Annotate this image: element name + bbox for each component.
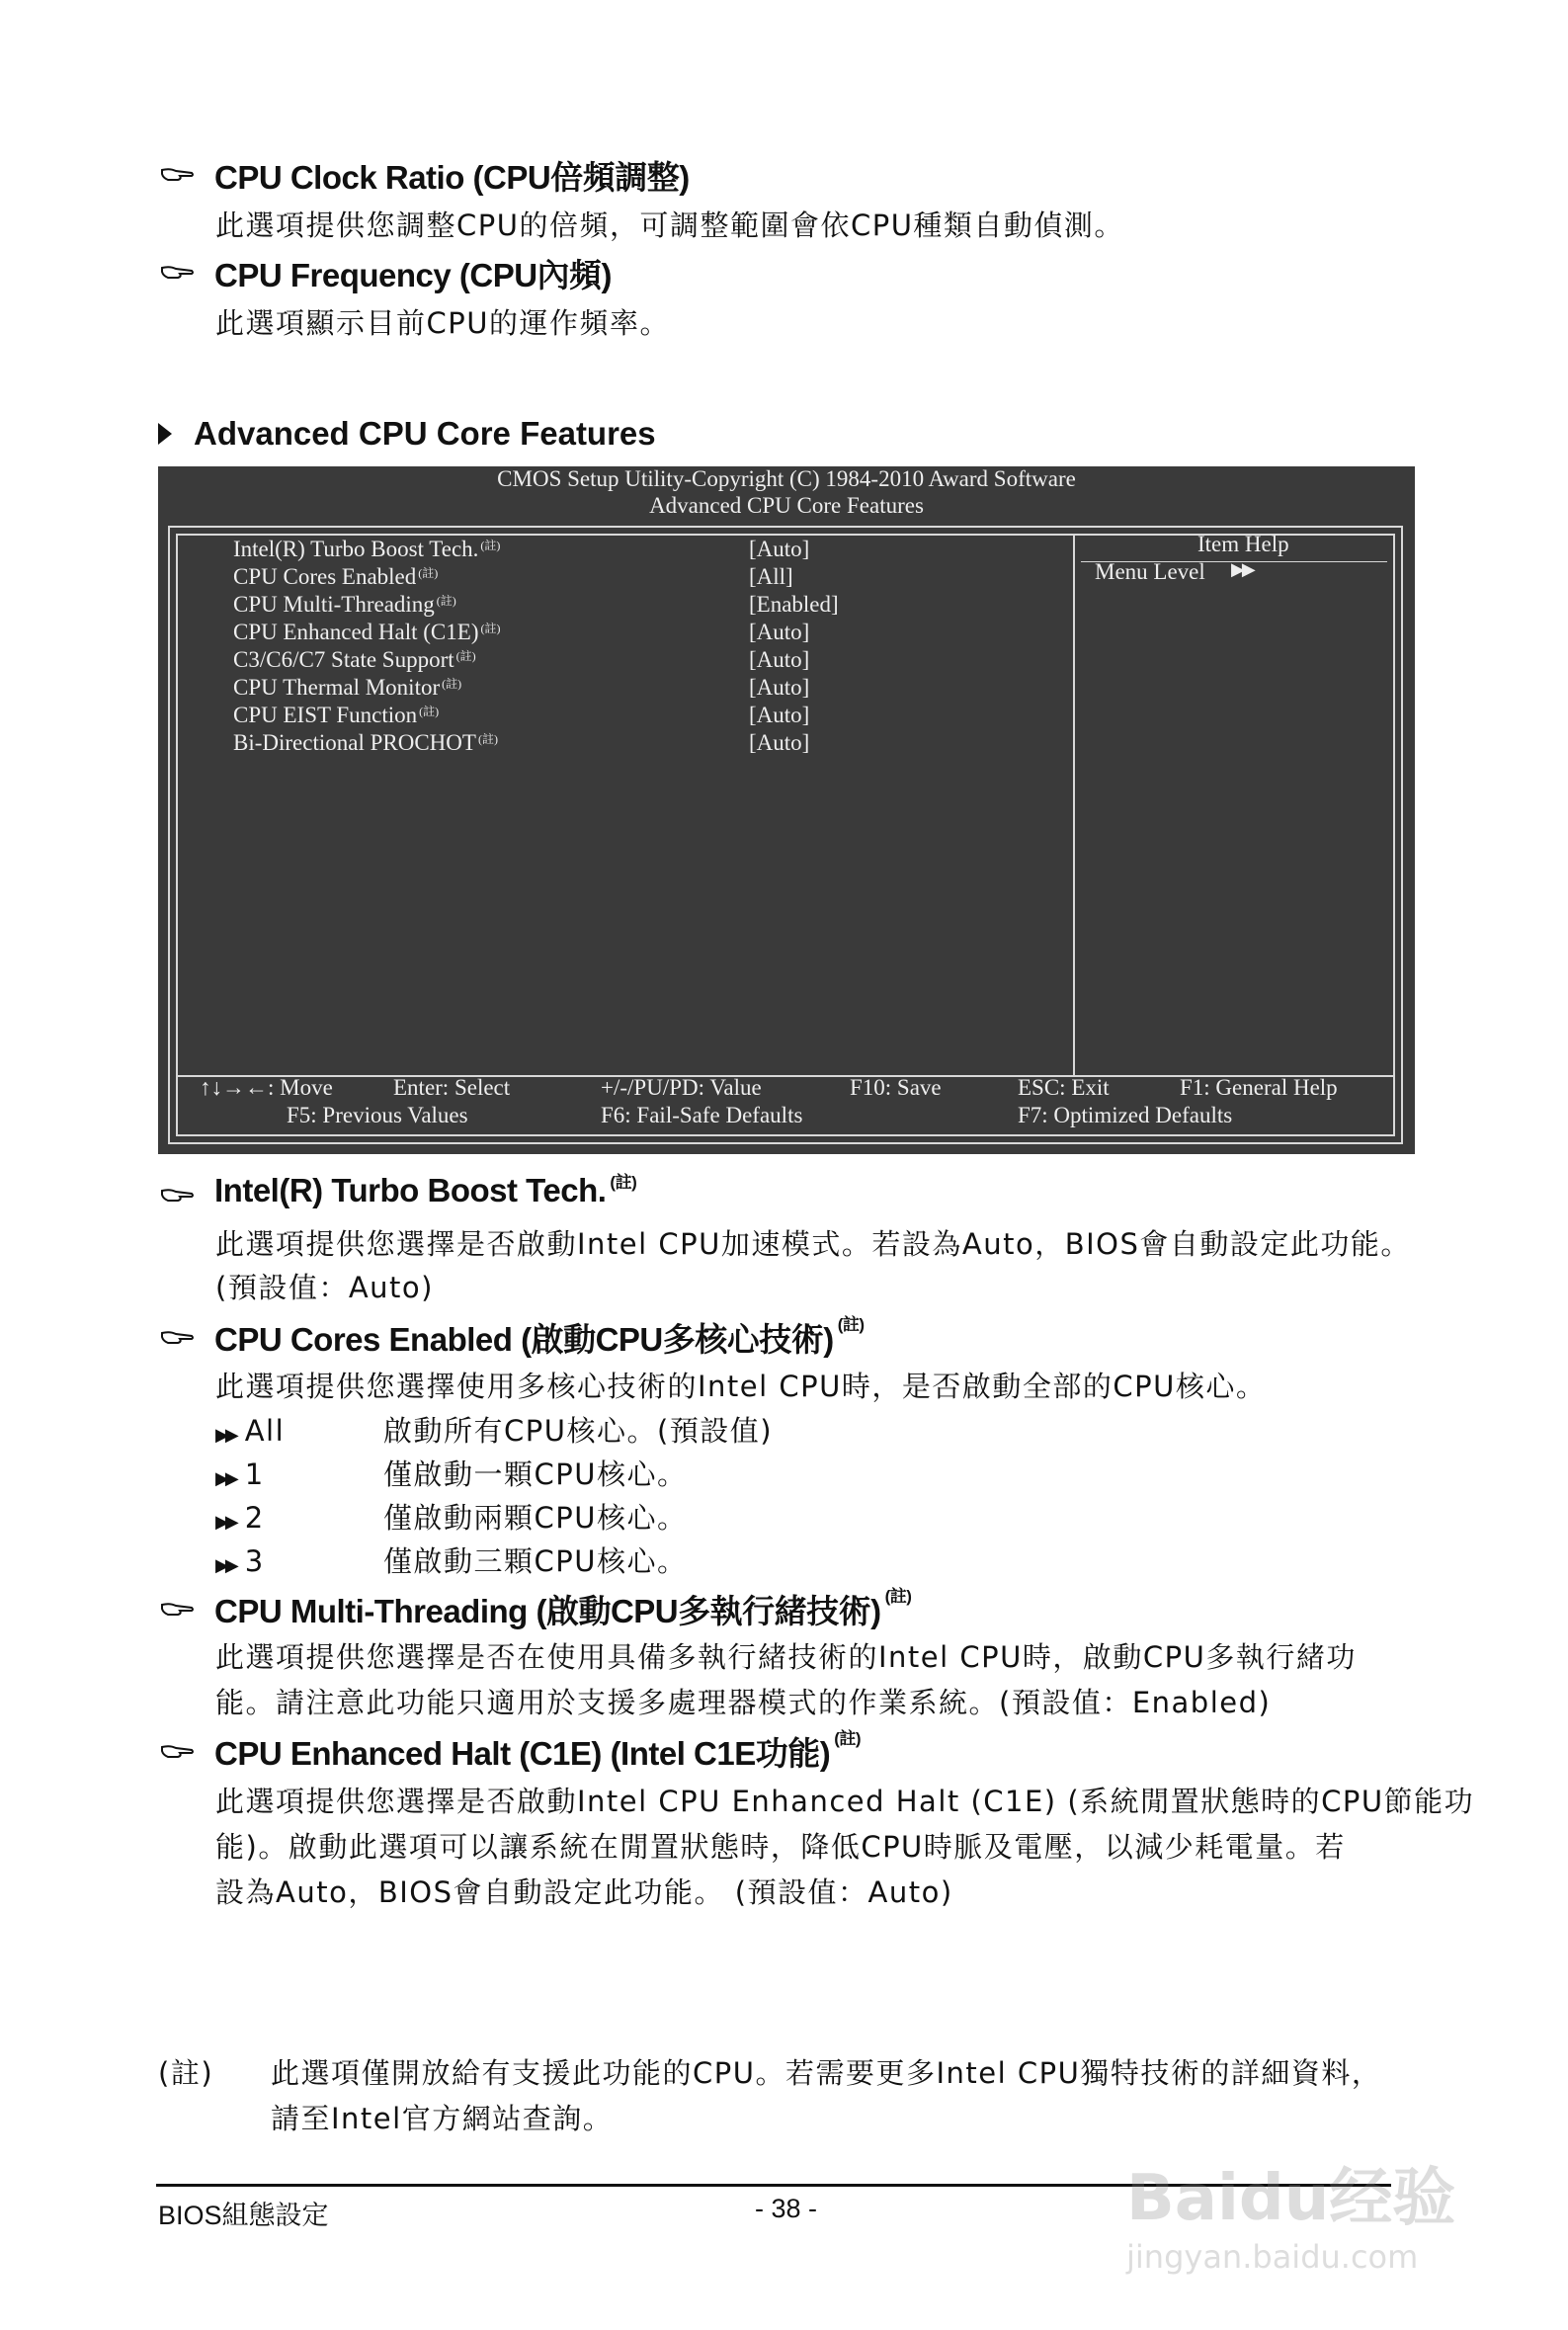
double-arrow-icon: ▶▶ [215, 1512, 235, 1533]
pointing-hand-icon [160, 1601, 194, 1617]
advanced-section-title: Advanced CPU Core Features [158, 415, 656, 453]
key-value: +/-/PU/PD: Value [601, 1075, 762, 1100]
option-heading-turbo: Intel(R) Turbo Boost Tech. $^{(註)}$ [214, 1172, 637, 1208]
key-optimized: F7: Optimized Defaults [1018, 1103, 1233, 1127]
pointing-hand-icon [160, 1187, 194, 1203]
bios-value-prochot[interactable]: [Auto] [749, 730, 810, 755]
key-save: F10: Save [850, 1075, 942, 1100]
key-failsafe: F6: Fail-Safe Defaults [601, 1103, 803, 1127]
option-default-turbo: (預設值：Auto) [215, 1271, 434, 1304]
option-desc-c1e-3: 設為Auto，BIOS會自動設定此功能。 (預設值：Auto) [215, 1875, 953, 1909]
section-heading-frequency: CPU Frequency (CPU內頻) [214, 257, 613, 293]
option-heading-cores: CPU Cores Enabled (啟動CPU多核心技術) $^{(註)}$ [214, 1315, 865, 1358]
bios-item-thermal-monitor[interactable]: CPU Thermal Monitor $^{(註)}$ [233, 675, 462, 700]
page-number: - 38 - [755, 2194, 818, 2223]
item-help-title: Item Help [1197, 532, 1289, 556]
pointing-hand-icon [160, 166, 194, 182]
bios-value-cores-enabled[interactable]: [All] [749, 564, 793, 589]
bios-value-thermal-monitor[interactable]: [Auto] [749, 675, 810, 700]
baidu-jingyan-watermark [1116, 2144, 1541, 2283]
menu-level-arrows-icon: ▶▶ [1231, 559, 1253, 579]
option-heading-c1e: CPU Enhanced Halt (C1E) (Intel C1E功能) $^{(註)}$ [214, 1729, 862, 1772]
bios-item-turbo-boost[interactable]: Intel(R) Turbo Boost Tech. $^{(註)}$ [233, 537, 501, 561]
double-arrow-icon: ▶▶ [215, 1555, 235, 1576]
choice-text: 僅啟動一顆CPU核心。 [383, 1457, 688, 1491]
key-exit: ESC: Exit [1018, 1075, 1110, 1100]
option-desc-multithreading-2: 能。請注意此功能只適用於支援多處理器模式的作業系統。(預設值：Enabled) [215, 1686, 1272, 1719]
bios-value-cstate-support[interactable]: [Auto] [749, 647, 810, 672]
triangle-bullet-icon [158, 423, 172, 445]
option-desc-c1e-2: 能)。啟動此選項可以讓系統在閒置狀態時，降低CPU時脈及電壓，以減少耗電量。若 [215, 1830, 1346, 1864]
footnote-line2: 請至Intel官方網站查詢。 [271, 2102, 614, 2135]
svg-text:jingyan.baidu.com: jingyan.baidu.com [1126, 2238, 1419, 2276]
option-desc-cores: 此選項提供您選擇使用多核心技術的Intel CPU時，是否啟動全部的CPU核心。 [215, 1370, 1267, 1403]
menu-level-label: Menu Level [1095, 559, 1205, 584]
key-move: ↑↓→←: Move [200, 1075, 333, 1100]
option-desc-multithreading: 此選項提供您選擇是否在使用具備多執行緒技術的Intel CPU時，啟動CPU多執行緒功 [215, 1640, 1357, 1674]
bios-page-title: Advanced CPU Core Features [649, 493, 924, 518]
section-desc-frequency: 此選項顯示目前CPU的運作頻率。 [215, 306, 670, 340]
bios-item-enhanced-halt[interactable]: CPU Enhanced Halt (C1E) $^{(註)}$ [233, 620, 501, 644]
option-desc-turbo: 此選項提供您選擇是否啟動Intel CPU加速模式。若設為Auto，BIOS會自動設定此功能。 [215, 1227, 1411, 1261]
bios-copyright: CMOS Setup Utility-Copyright (C) 1984-2010 Award Software [497, 466, 1076, 491]
pointing-hand-icon [160, 264, 194, 280]
double-arrow-icon: ▶▶ [215, 1468, 235, 1489]
bios-value-eist-function[interactable]: [Auto] [749, 703, 810, 727]
bios-item-multi-threading[interactable]: CPU Multi-Threading $^{(註)}$ [233, 592, 456, 617]
section-heading-clock-ratio: CPU Clock Ratio (CPU倍頻調整) [214, 159, 690, 196]
pointing-hand-icon [160, 1743, 194, 1759]
svg-text:Baidu经验: Baidu经验 [1126, 2162, 1456, 2235]
choice-item: ▶▶ 2 [215, 1501, 265, 1535]
footer-chapter: BIOS組態設定 [158, 2201, 329, 2230]
bios-item-eist-function[interactable]: CPU EIST Function $^{(註)}$ [233, 703, 440, 727]
bios-item-prochot[interactable]: Bi-Directional PROCHOT $^{(註)}$ [233, 730, 498, 755]
option-desc-c1e: 此選項提供您選擇是否啟動Intel CPU Enhanced Halt (C1E) (系統閒置狀態時的CPU節能功 [215, 1785, 1475, 1818]
bios-value-enhanced-halt[interactable]: [Auto] [749, 620, 810, 644]
choice-text: 僅啟動三顆CPU核心。 [383, 1544, 688, 1578]
bios-item-cstate-support[interactable]: C3/C6/C7 State Support $^{(註)}$ [233, 647, 476, 672]
option-heading-multithreading: CPU Multi-Threading (啟動CPU多執行緒技術) $^{(註)}$ [214, 1587, 912, 1629]
choice-item: ▶▶ All [215, 1414, 286, 1448]
key-enter: Enter: Select [393, 1075, 511, 1100]
bios-divider [1073, 534, 1075, 1075]
choice-item: ▶▶ 1 [215, 1457, 265, 1491]
choice-text: 啟動所有CPU核心。(預設值) [383, 1414, 774, 1448]
bios-value-multi-threading[interactable]: [Enabled] [749, 592, 839, 617]
section-desc-clock-ratio: 此選項提供您調整CPU的倍頻，可調整範圍會依CPU種類自動偵測。 [215, 208, 1124, 242]
footnote-line1: 此選項僅開放給有支援此功能的CPU。若需要更多Intel CPU獨特技術的詳細資料， [271, 2056, 1382, 2090]
key-help: F1: General Help [1180, 1075, 1338, 1100]
choice-text: 僅啟動兩顆CPU核心。 [383, 1501, 688, 1535]
footnote-mark: (註) [158, 2056, 214, 2090]
choice-item: ▶▶ 3 [215, 1544, 265, 1578]
bios-screen [158, 466, 1415, 1154]
bios-item-cores-enabled[interactable]: CPU Cores Enabled $^{(註)}$ [233, 564, 439, 589]
key-previous: F5: Previous Values [287, 1103, 468, 1127]
pointing-hand-icon [160, 1329, 194, 1345]
bios-value-turbo-boost[interactable]: [Auto] [749, 537, 810, 561]
double-arrow-icon: ▶▶ [215, 1425, 235, 1446]
